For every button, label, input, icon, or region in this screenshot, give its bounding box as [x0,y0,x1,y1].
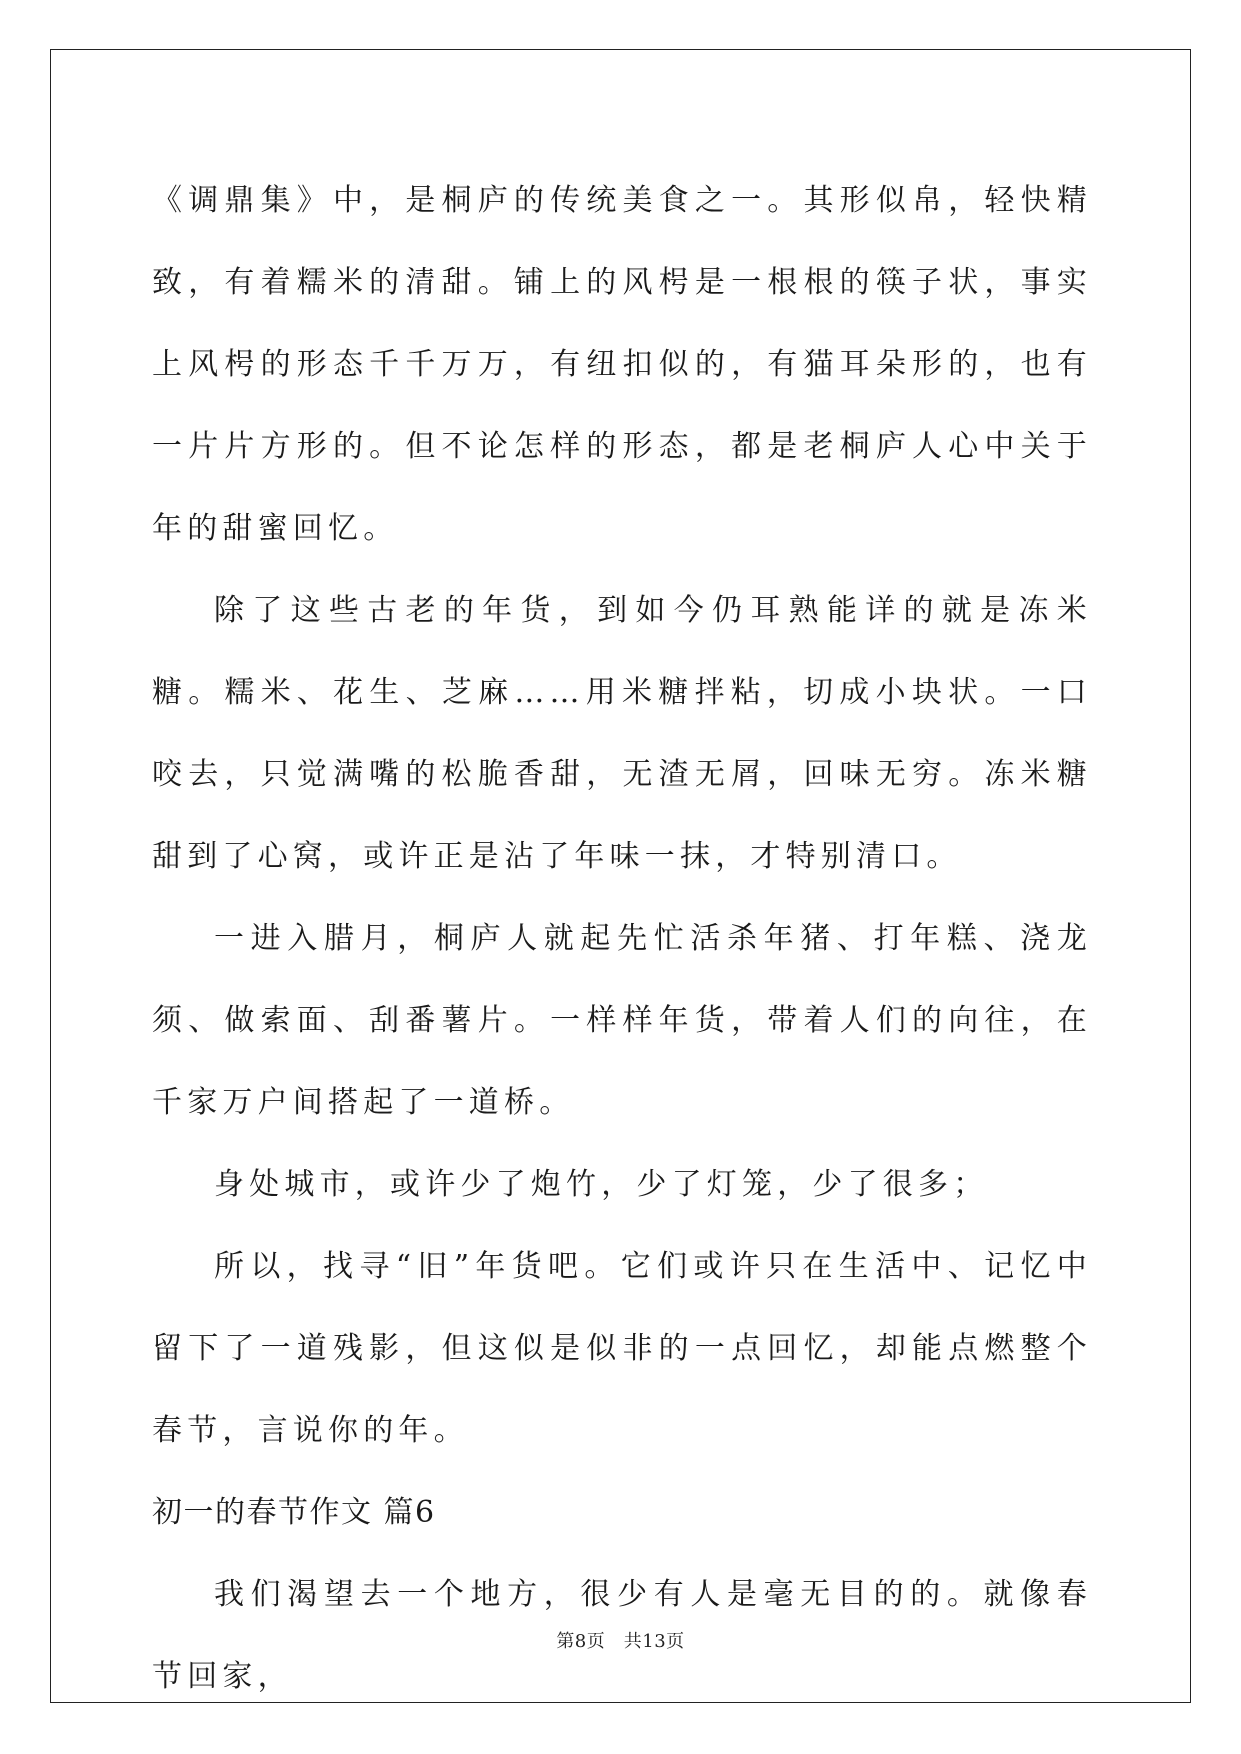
paragraph-1: 《调鼎集》中，是桐庐的传统美食之一。其形似帛，轻快精致，有着糯米的清甜。铺上的风枵是一根根的筷子状，事实上风枵的形态千千万万，有纽扣似的，有猫耳朵形的，也有一片片方形的。但不论怎样的形态，都是老桐庐人心中关于年的甜蜜回忆。 [152,183,1092,546]
page-footer: 第8页 共13页 [556,1631,685,1652]
document-body [152,160,1092,1718]
paragraph-4: 身处城市，或许少了炮竹，少了灯笼，少了很多； [214,1167,989,1202]
paragraph-5: 所以，找寻“旧”年货吧。它们或许只在生活中、记忆中留下了一道残影，但这似是似非的一点回忆，却能点燃整个春节，言说你的年。 [152,1249,1092,1448]
paragraph-2: 除了这些古老的年货，到如今仍耳熟能详的就是冻米糖。糯米、花生、芝麻……用米糖拌粘，切成小块状。一口咬去，只觉满嘴的松脆香甜，无渣无屑，回味无穷。冻米糖甜到了心窝，或许正是沾了年味一抹，才特别清口。 [152,593,1092,874]
section-heading: 初一的春节作文 篇6 [152,1495,436,1530]
paragraph-3: 一进入腊月，桐庐人就起先忙活杀年猪、打年糕、浇龙须、做索面、刮番薯片。一样样年货，带着人们的向往，在千家万户间搭起了一道桥。 [152,921,1092,1120]
paragraph-6: 我们渴望去一个地方，很少有人是毫无目的的。就像春节回家， [152,1577,1092,1694]
